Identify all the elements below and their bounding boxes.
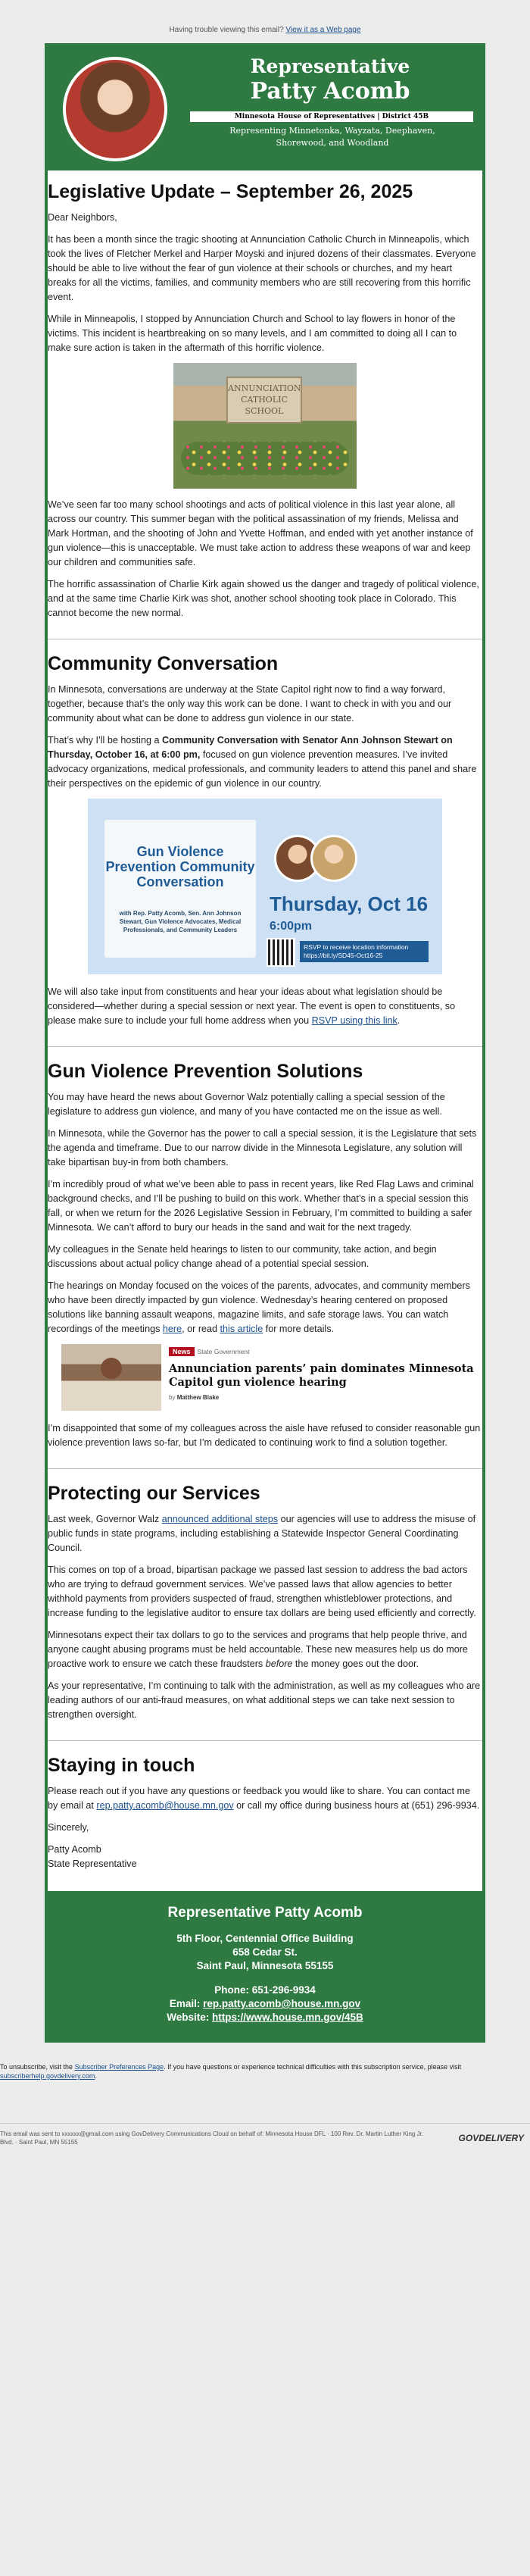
unsubscribe-note <box>0 2062 530 2080</box>
signature-name: Patty Acomb <box>48 1844 101 1855</box>
t1-post: or call my office during business hours at (651) 296-9934. <box>233 1800 480 1811</box>
p2-post: focused on gun violence prevention measures. I’ve invited advocacy organizations, medical professionals, and community leaders to attend this panel and share their perspectives on the epidemic of gun violence in our country. <box>48 749 477 789</box>
byline-by: by <box>169 1394 176 1401</box>
recordings-link[interactable]: here <box>162 1324 182 1334</box>
footer-website-link[interactable]: https://www.house.mn.gov/45B <box>212 2012 363 2023</box>
gvp-paragraph-5 <box>48 1279 482 1336</box>
gvp-heading: Gun Violence Prevention Solutions <box>48 1061 363 1082</box>
unsub-mid: . If you have questions or experience technical difficulties with this subscription service, please visit <box>164 2063 462 2071</box>
footer-address-2: 658 Cedar St. <box>232 1946 298 1958</box>
services-paragraph-2: This comes on top of a broad, bipartisan package we passed last session to address the bad actors who are trying to defraud government services. We’ve passed laws that allow agencies to better withhold payments from providers suspected of fraud, strengthen whistleblower protections, and increase funding to the legislative auditor to ensure tax dollars are being used efficiently and correctly. <box>48 1565 476 1618</box>
services-paragraph-1 <box>48 1512 482 1555</box>
banner-areas <box>189 125 476 149</box>
article-thumbnail[interactable] <box>61 1344 161 1411</box>
footer-website-line <box>48 2011 482 2024</box>
services-paragraph-4: As your representative, I’m continuing to talk with the administration, as well as my colleagues who are leading authors of our anti-fraud measures, on what additional steps we can take next session to strengthen oversight. <box>48 1680 481 1720</box>
p3-pre: We will also take input from constituents and hear your ideas about what legislation should be considered—whether during a special session or next year. The event is open to constituents, so please make sure to include your full home address when you <box>48 986 456 1026</box>
legal-text: This email was sent to xxxxxx@gmail.com using GovDelivery Communications Cloud on behalf of: Minnesota House DFL · 100 Rev. Dr. Martin Luther King Jr. Blvd. · Saint Paul, MN 55155 <box>0 2131 424 2146</box>
section-divider <box>48 1740 482 1741</box>
p5-post: for more details. <box>263 1324 335 1334</box>
unsub-post: . <box>95 2072 97 2080</box>
banner-subtitle: Minnesota House of Representatives | District 45B <box>190 111 473 122</box>
banner-areas-line2: Shorewood, and Woodland <box>276 138 389 148</box>
email-link[interactable]: rep.patty.acomb@house.mn.gov <box>96 1800 234 1811</box>
johnson-stewart-photo <box>310 835 357 882</box>
s3-post: the money goes out the door. <box>292 1658 419 1669</box>
footer-email-label: Email: <box>169 1998 204 2009</box>
banner-title-line2: Patty Acomb <box>250 78 410 105</box>
footer-email-line <box>48 1997 482 2011</box>
article-author: Matthew Blake <box>176 1394 220 1401</box>
trouble-viewing-text: Having trouble viewing this email? <box>169 26 284 34</box>
section-divider <box>48 1046 482 1047</box>
article-body <box>169 1344 482 1411</box>
flowers-memorial <box>181 442 349 475</box>
section-divider <box>48 1468 482 1469</box>
article-section: State Government <box>197 1348 250 1355</box>
gvp-paragraph-4: My colleagues in the Senate held hearings to listen to our community, take action, and begin discussions about actual policy change ahead of a potential special session. <box>48 1244 437 1269</box>
poster-date: Thursday, Oct 16 <box>270 893 429 915</box>
footer-name: Representative Patty Acomb <box>167 1905 363 1921</box>
poster-rsvp: RSVP to receive location information https://bit.ly/SD45-Oct16-25 <box>300 941 429 962</box>
footer-address-1: 5th Floor, Centennial Office Building <box>176 1933 354 1944</box>
touch-paragraph-1 <box>48 1784 482 1813</box>
community-paragraph-3 <box>48 985 482 1028</box>
memorial-photo <box>173 363 357 489</box>
govdelivery-logo[interactable]: GOVDELIVERY <box>458 2133 524 2143</box>
event-poster <box>88 799 442 974</box>
article-card[interactable] <box>61 1344 482 1411</box>
legal-bar <box>0 2123 530 2152</box>
banner-title-line1: Representative <box>250 55 410 77</box>
footer-website-label: Website: <box>167 2012 212 2023</box>
poster-title: Gun Violence Prevention Community Conversation <box>105 844 255 889</box>
greeting: Dear Neighbors, <box>48 212 117 223</box>
p3-post: . <box>397 1015 401 1026</box>
footer-address-3: Saint Paul, Minnesota 55155 <box>196 1960 334 1971</box>
poster-faces <box>274 835 368 882</box>
poster-time: 6:00pm <box>270 920 313 933</box>
signature-role: State Representative <box>48 1859 137 1869</box>
t1-pre: Please reach out if you have any questions or feedback you would like to share. You can contact me by email at <box>48 1786 470 1811</box>
intro-paragraph-3: We’ve seen far too many school shootings and acts of political violence in this last year alone, all across our country. This summer began with the political assassination of my friends, Melissa and Mark Hortman, and the shooting of John and Yvette Hoffman, and ended with yet another instance of gun violence—this is unacceptable. We must take action to address these weapons of war and keep our children and communities safe. <box>48 499 473 567</box>
intro-paragraph-1: It has been a month since the tragic shooting at Annunciation Catholic Church in Minneapolis, which took the lives of Fletcher Merkel and Harper Moyski and injured dozens of their classmates. Everyone should be able to live without the fear of gun violence at their schools or churches, and my heart breaks for all the victims, families, and community members who are still recovering from this horrific event. <box>48 234 476 302</box>
main-heading: Legislative Update – September 26, 2025 <box>48 181 413 202</box>
article-tag: News <box>169 1347 195 1356</box>
view-online-note <box>0 0 530 43</box>
services-paragraph-3 <box>48 1628 482 1671</box>
view-as-web-page-link[interactable]: View it as a Web page <box>285 26 361 34</box>
intro-paragraph-2: While in Minneapolis, I stopped by Annunciation Church and School to lay flowers in honor of the victims. This incident is heartbreaking on so many levels, and I am committed to doing all I can to make sure action is taken in the aftermath of this horrific violence. <box>48 314 457 353</box>
p5-pre: The hearings on Monday focused on the voices of the parents, advocates, and community members who have been directly impacted by gun violence. Wednesday’s hearing centered on proposed solutions like banning assault weapons, magazine limits, and safe storage laws. You can watch recordings of the meetings <box>48 1280 470 1334</box>
subscriber-preferences-link[interactable]: Subscriber Preferences Page <box>74 2063 164 2071</box>
p2-pre: That’s why I’ll be hosting a <box>48 735 162 746</box>
gvp-paragraph-6: I’m disappointed that some of my colleagues across the aisle have refused to consider reasonable gun violence prevention laws so-far, but I’m dedicated to continuing work to find a solution together. <box>48 1423 481 1448</box>
content-area <box>48 170 482 2040</box>
s3-pre: Minnesotans expect their tax dollars to go to the services and programs that help people thrive, and anyone caught abusing programs must be held accountable. These new measures help us do more proactive work to ensure we catch these fraudsters <box>48 1630 468 1669</box>
qr-code-icon <box>268 939 294 965</box>
footer-email-link[interactable]: rep.patty.acomb@house.mn.gov <box>203 1998 361 2009</box>
school-sign: ANNUNCIATION CATHOLIC SCHOOL <box>226 377 302 424</box>
poster-participants: with Rep. Patty Acomb, Sen. Ann Johnson Stewart, Gun Violence Advocates, Medical Professionals, and Community Leaders <box>119 910 242 933</box>
contact-footer <box>48 1891 482 2040</box>
article-byline <box>169 1394 482 1401</box>
sincerely: Sincerely, <box>48 1822 89 1833</box>
touch-heading: Staying in touch <box>48 1755 195 1776</box>
gvp-paragraph-2: In Minnesota, while the Governor has the power to call a special session, it is the Legislature that sets the agenda and timeframe. Due to our narrow divide in the Minnesota Legislature, any solution will take bipartisan buy-in from both chambers. <box>48 1128 477 1168</box>
community-paragraph-1: In Minnesota, conversations are underway at the State Capitol right now to find a way forward, together, because that’s the only way this work can be done. I want to check in with you and our community about what can be done to address gun violence in our state. <box>48 684 452 724</box>
article-link[interactable]: this article <box>220 1324 263 1334</box>
article-headline[interactable]: Annunciation parents’ pain dominates Minnesota Capitol gun violence hearing <box>169 1362 474 1389</box>
s1-pre: Last week, Governor Walz <box>48 1514 162 1524</box>
announced-steps-link[interactable]: announced additional steps <box>161 1514 279 1524</box>
rsvp-link[interactable]: RSVP using this link <box>311 1015 398 1026</box>
gvp-paragraph-3: I’m incredibly proud of what we’ve been able to pass in recent years, like Red Flag Laws and criminal background checks, and I’ll be pushing to build on this work. Whether that’s in a special session this fall, or when we return for the 2026 Legislative Session in February, I’m committed to building a safer Minnesota. We can’t afford to bury our heads in the sand and wait for the next tragedy. <box>48 1179 474 1233</box>
event-details: Community Conversation with Senator Ann Johnson Stewart on Thursday, October 16, at 6:00 pm, <box>48 735 453 760</box>
banner-areas-line1: Representing Minnetonka, Wayzata, Deephaven, <box>229 126 435 136</box>
representative-portrait <box>63 57 167 161</box>
intro-paragraph-4: The horrific assassination of Charlie Kirk again showed us the danger and tragedy of political violence, and at the same time Charlie Kirk was shot, another school shooting took place in Colorado. This cannot become the new normal. <box>48 579 479 618</box>
community-paragraph-2 <box>48 733 482 791</box>
p5-mid: , or read <box>182 1324 220 1334</box>
services-heading: Protecting our Services <box>48 1483 260 1504</box>
gvp-paragraph-1: You may have heard the news about Governor Walz potentially calling a special session of the legislature to address gun violence, and many of you have contacted me on the issue as well. <box>48 1092 445 1117</box>
footer-phone: Phone: 651-296-9934 <box>214 1984 316 1996</box>
s3-emphasis: before <box>265 1658 293 1669</box>
community-heading: Community Conversation <box>48 653 279 674</box>
s1-post: our agencies will use to address the misuse of public funds in state programs, including establishing a Statewide Inspector General Coordinating Council. <box>48 1514 476 1553</box>
poster-title-panel <box>104 820 256 958</box>
unsub-pre: To unsubscribe, visit the <box>0 2063 75 2071</box>
subscriber-help-link[interactable]: subscriberhelp.govdelivery.com <box>0 2072 95 2080</box>
newsletter-card <box>45 43 485 2043</box>
header-banner <box>48 46 482 170</box>
